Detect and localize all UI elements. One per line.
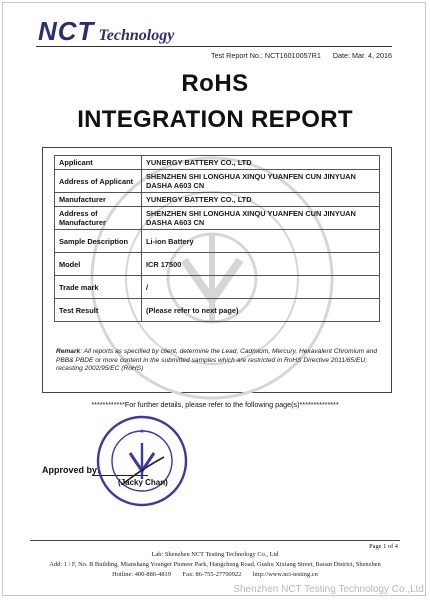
row-label: Model bbox=[55, 253, 142, 276]
row-value: SHENZHEN SHI LONGHUA XINQU YUANFEN CUN JINYUAN DASHA A603 CN bbox=[142, 170, 380, 193]
table-row bbox=[55, 193, 380, 207]
title-rohs: RoHS bbox=[181, 70, 249, 97]
footer-divider bbox=[30, 540, 400, 541]
table-row bbox=[55, 230, 380, 253]
page-number: Page 1 of 4 bbox=[369, 543, 398, 550]
table-row bbox=[55, 253, 380, 276]
watermark-text: Shenzhen NCT Testing Technology Co.,Ltd bbox=[233, 584, 424, 595]
row-label: Trade mark bbox=[55, 276, 142, 299]
details-table bbox=[54, 155, 380, 322]
row-value: YUNERGY BATTERY CO., LTD bbox=[142, 193, 380, 207]
row-label: Address of Manufacturer bbox=[55, 207, 142, 230]
title-integration-report: INTEGRATION REPORT bbox=[77, 106, 353, 133]
remark-body: : All reports as specified by client, determine the Lead, Cadmium, Mercury, Hexavalent Chromium and PBB& PBDE or more content in the submitted samples which are restricted in RoHS Directive 2011/65/EU; recasting 2002/95/EC (RoHS) bbox=[56, 348, 378, 373]
row-value: YUNERGY BATTERY CO., LTD bbox=[142, 156, 380, 170]
row-label: Applicant bbox=[55, 156, 142, 170]
report-meta bbox=[201, 51, 392, 60]
row-value: (Please refer to next page) bbox=[142, 299, 380, 322]
signer-name: (Jacky Chan) bbox=[118, 478, 168, 487]
footer-contacts bbox=[0, 571, 430, 578]
approved-by-label: Approved by: bbox=[42, 465, 101, 475]
row-value: SHENZHEN SHI LONGHUA XINQU YUANFEN CUN JINYUAN DASHA A603 CN bbox=[142, 207, 380, 230]
footer-lab: Lab: Shenzhen NCT Testing Technology Co., Ltd bbox=[151, 551, 279, 558]
further-details-note: ************For further details, please refer to the following page(s)************** bbox=[91, 400, 339, 409]
remark-text bbox=[56, 348, 378, 374]
footer-fax: Fax: 86-755-27790922 bbox=[182, 571, 242, 578]
company-seal-icon bbox=[94, 413, 190, 509]
table-row bbox=[55, 156, 380, 170]
logo-mark: NCT bbox=[38, 16, 95, 46]
company-logo bbox=[38, 18, 174, 45]
table-row bbox=[55, 207, 380, 230]
row-value: Li-ion Battery bbox=[142, 230, 380, 253]
table-row bbox=[55, 299, 380, 322]
row-label: Address of Applicant bbox=[55, 170, 142, 193]
row-label: Sample Description bbox=[55, 230, 142, 253]
row-value: / bbox=[142, 276, 380, 299]
svg-text:★: ★ bbox=[139, 429, 145, 435]
header-divider bbox=[36, 46, 392, 47]
footer-website: http://www.nct-testing.cn bbox=[252, 571, 318, 578]
logo-word: Technology bbox=[98, 27, 175, 44]
report-date: Date: Mar. 4, 2016 bbox=[332, 51, 392, 60]
footer-hotline: Hotline: 400-886-4819 bbox=[112, 571, 171, 578]
report-number: Test Report No.: NCT16010057R1 bbox=[210, 51, 321, 60]
row-label: Manufacturer bbox=[55, 193, 142, 207]
remark-heading: Remark bbox=[56, 348, 81, 355]
table-row bbox=[55, 276, 380, 299]
row-value: ICR 17500 bbox=[142, 253, 380, 276]
row-label: Test Result bbox=[55, 299, 142, 322]
table-row bbox=[55, 170, 380, 193]
footer-address: Add: 1 / F, No. B Building, Mianshang Younger Pioneer Park, Hangcheng Road, Gushu Xixiang Street, Baoan District, Shenzhen bbox=[49, 561, 381, 568]
